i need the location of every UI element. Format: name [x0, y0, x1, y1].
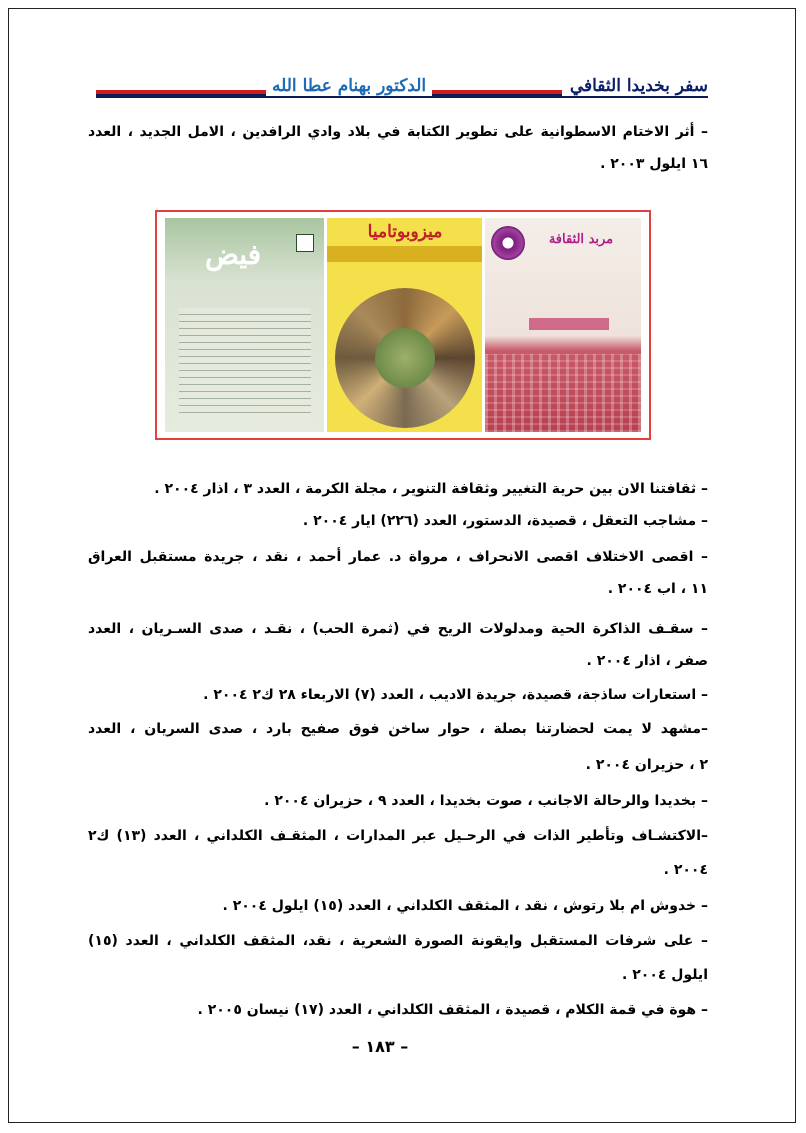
entry-line: ٢٠٠٤ . — [663, 862, 708, 878]
magazine-cover-faydh — [165, 218, 324, 432]
entry-line: ١٦ ايلول ٢٠٠٣ . — [600, 156, 708, 172]
magazine-cover-mesopotamia — [327, 218, 482, 432]
magazine-cover-mirbad — [485, 218, 641, 432]
cover-band — [327, 246, 482, 262]
cover-center-photo — [375, 328, 435, 388]
entry-line: صفر ، اذار ٢٠٠٤ . — [586, 653, 708, 669]
entry-line: – ثقافتنا الان بين حرية التغيير وثقافة التنوير ، مجلة الكرمة ، العدد ٣ ، اذار ٢٠٠٤ . — [154, 481, 708, 497]
cover-pattern — [485, 354, 641, 432]
author-name: الدكتور بهنام عطا الله — [266, 76, 432, 96]
entry-line: – مشاجب التعقل ، قصيدة، الدستور، العدد (٢٢٦) ايار ٢٠٠٤ . — [302, 513, 708, 529]
entry-line: –مشهد لا يمت لحضارتنا بصلة ، حوار ساخن فوق صفيح بارد ، صدى السريان ، العدد — [88, 721, 708, 737]
entry-line: ايلول ٢٠٠٤ . — [622, 967, 708, 983]
cover-contents-lines — [179, 308, 311, 418]
entry-line: ٢ ، حزيران ٢٠٠٤ . — [585, 757, 708, 773]
entry-line: – اقصى الاختلاف اقصى الانحراف ، مرواة د. عمار أحمد ، نقد ، جريدة مستقبل العراق — [88, 549, 708, 565]
entry-line: – على شرفات المستقبل وايقونة الصورة الشعرية ، نقد، المثقف الكلداني ، العدد (١٥) — [88, 933, 708, 949]
entry-line: – أثر الاختام الاسطوانية على تطوير الكتابة في بلاد وادي الرافدين ، الامل الجديد ، العدد — [88, 124, 708, 140]
entry-line: – خدوش ام بلا رتوش ، نقد ، المثقف الكلداني ، العدد (١٥) ايلول ٢٠٠٤ . — [222, 898, 708, 914]
page-header — [96, 76, 708, 104]
book-title: سفر بخديدا الثقافي — [562, 76, 708, 96]
cover-logo-icon — [296, 234, 314, 252]
cover-emblem-icon — [491, 226, 525, 260]
cover-title: مربد الثقافة — [548, 232, 614, 247]
cover-label-band — [529, 318, 609, 330]
entry-line: ١١ ، اب ٢٠٠٤ . — [607, 581, 708, 597]
magazine-covers-figure — [155, 210, 651, 440]
entry-line: –الاكتشـاف وتأطير الذات في الرحـيل عبر المدارات ، المثقـف الكلداني ، العدد (١٣) ك٢ — [88, 828, 708, 844]
entry-line: – بخديدا والرحالة الاجانب ، صوت بخديدا ، العدد ٩ ، حزيران ٢٠٠٤ . — [264, 793, 708, 809]
cover-title: ميزوبوتاميا — [367, 222, 443, 242]
entry-line: – سقـف الذاكرة الحية ومدلولات الريح في (ثمرة الحب) ، نقـد ، صدى السـريان ، العدد — [88, 621, 708, 637]
cover-title: فيض — [205, 238, 262, 271]
entry-line: – هوة في قمة الكلام ، قصيدة ، المثقف الكلداني ، العدد (١٧) نيسان ٢٠٠٥ . — [197, 1002, 708, 1018]
entry-line: – استعارات ساذجة، قصيدة، جريدة الاديب ، العدد (٧) الاربعاء ٢٨ ك٢ ٢٠٠٤ . — [203, 687, 708, 703]
page-number: – ١٨٣ – — [351, 1037, 409, 1056]
